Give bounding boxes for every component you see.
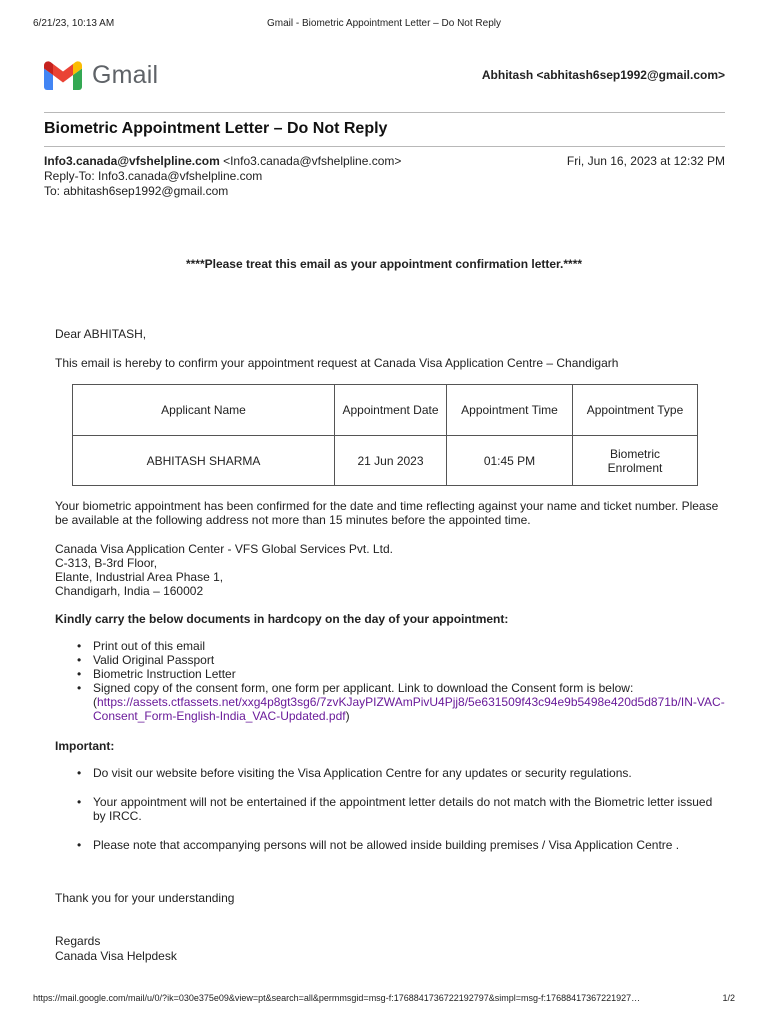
email-subject: Biometric Appointment Letter – Do Not Reply	[44, 120, 388, 137]
address-line: Canada Visa Application Center - VFS Global Services Pvt. Ltd.	[55, 542, 393, 556]
sender-address: <Info3.canada@vfshelpline.com>	[223, 154, 402, 168]
address-line: Elante, Industrial Area Phase 1,	[55, 570, 224, 584]
gmail-m-icon	[44, 61, 82, 90]
email-date: Fri, Jun 16, 2023 at 12:32 PM	[566, 154, 725, 168]
list-item: • Your appointment will not be entertained if the appointment letter details do not match with the Biometric letter issued by IRCC.	[55, 795, 725, 823]
intro-text: This email is hereby to confirm your appointment request at Canada Visa Application Centre – Chandigarh	[55, 356, 619, 370]
header-applicant-name: Applicant Name	[73, 385, 335, 436]
table-header-row	[73, 385, 698, 436]
greeting: Dear ABHITASH,	[55, 327, 147, 341]
confirmation-note: ****Please treat this email as your appointment confirmation letter.****	[185, 257, 583, 271]
header-appointment-date: Appointment Date	[335, 385, 447, 436]
paren-open: (	[93, 695, 97, 709]
header-appointment-type: Appointment Type	[573, 385, 698, 436]
gmail-logo	[44, 58, 158, 92]
print-datetime: 6/21/23, 10:13 AM	[33, 18, 115, 29]
documents-list	[55, 639, 725, 723]
print-url: https://mail.google.com/mail/u/0/?ik=030e375e09&view=pt&search=all&permmsgid=msg-f:1768841736722192797&simpl=msg-f:17688417367221927…	[33, 993, 641, 1003]
print-header	[33, 18, 735, 32]
print-footer	[33, 993, 735, 1005]
cell-appointment-date: 21 Jun 2023	[335, 436, 447, 486]
list-item: • Print out of this email	[55, 639, 725, 653]
gmail-wordmark: Gmail	[92, 60, 159, 89]
address-line: Chandigarh, India – 160002	[55, 584, 204, 598]
divider	[44, 112, 725, 113]
list-item: • Do visit our website before visiting the Visa Application Centre for any updates or security regulations.	[55, 766, 725, 780]
account-label: Abhitash <abhitash6sep1992@gmail.com>	[481, 68, 725, 82]
vac-address	[55, 542, 725, 598]
recipient: To: abhitash6sep1992@gmail.com	[44, 184, 229, 198]
divider	[44, 146, 725, 147]
important-heading: Important:	[55, 739, 115, 753]
page-number: 1/2	[722, 993, 735, 1003]
address-line: C-313, B-3rd Floor,	[55, 556, 158, 570]
paren-close: )	[345, 709, 350, 723]
thanks-text: Thank you for your understanding	[55, 891, 235, 905]
cell-applicant-name: ABHITASH SHARMA	[73, 436, 335, 486]
list-item: • Please note that accompanying persons will not be allowed inside building premises / Visa Application Centre .	[55, 838, 725, 852]
important-list	[55, 766, 725, 867]
consent-form-link[interactable]: https://assets.ctfassets.net/xxg4p8gt3sg6/7zvKJayPIZWAmPivU4Pjj8/5e631509f43c94e9b5498e420d5d871b/IN-VAC-Consent_Form-English-India_VAC-Updated.pdf	[93, 695, 725, 723]
list-item	[55, 681, 725, 723]
reply-to: Reply-To: Info3.canada@vfshelpline.com	[44, 169, 263, 183]
regards-text: Regards	[55, 934, 101, 948]
gmail-header	[44, 58, 725, 94]
header-appointment-time: Appointment Time	[447, 385, 573, 436]
print-title: Gmail - Biometric Appointment Letter – Do Not Reply	[267, 18, 501, 29]
cell-appointment-type: Biometric Enrolment	[573, 436, 698, 486]
appointment-table	[72, 384, 698, 486]
confirmed-text: Your biometric appointment has been confirmed for the date and time reflecting against your name and ticket number. Please be available at the following address not more than 15 minutes before the appointed time.	[55, 499, 719, 527]
documents-heading: Kindly carry the below documents in hardcopy on the day of your appointment:	[55, 612, 509, 626]
email-meta	[44, 154, 725, 199]
signature-text: Canada Visa Helpdesk	[55, 949, 177, 963]
sender-name[interactable]: Info3.canada@vfshelpline.com	[44, 154, 220, 168]
consent-form-text: Signed copy of the consent form, one form per applicant. Link to download the Consent form is below:	[93, 681, 634, 695]
list-item: • Biometric Instruction Letter	[55, 667, 725, 681]
list-item: • Valid Original Passport	[55, 653, 725, 667]
cell-appointment-time: 01:45 PM	[447, 436, 573, 486]
table-row	[73, 436, 698, 486]
